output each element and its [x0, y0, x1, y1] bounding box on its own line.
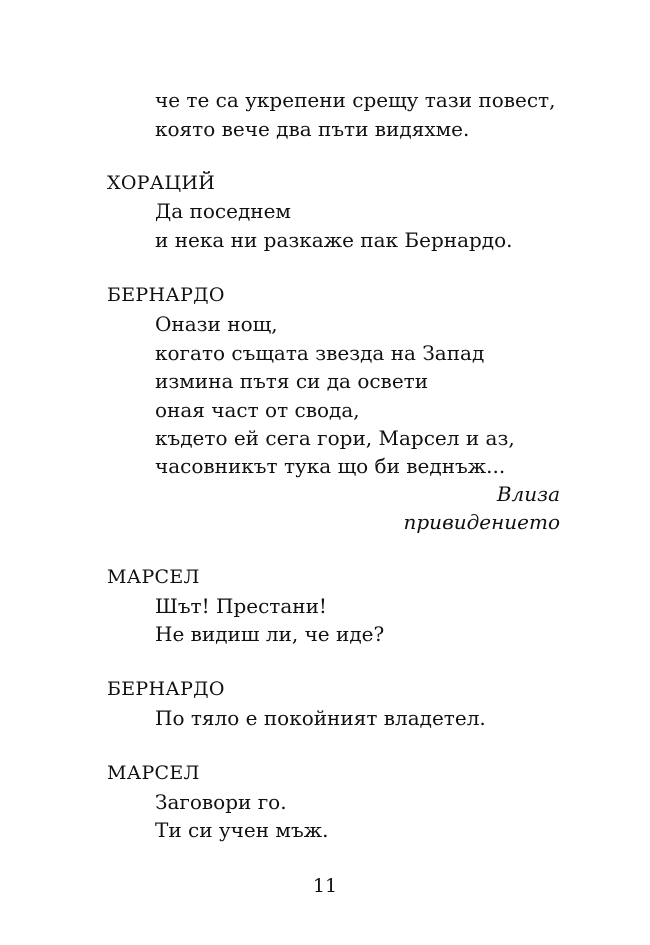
verse-line: Да поседнем	[155, 199, 291, 223]
verse-line: Не видиш ли, че иде?	[155, 622, 385, 646]
verse-line: когато същата звезда на Запад	[155, 341, 485, 365]
verse-line: и нека ни разкаже пак Бернардо.	[155, 228, 513, 252]
verse-line: Заговори го.	[155, 790, 287, 814]
verse-line: Шът! Престани!	[155, 594, 327, 618]
speaker-name-horatio: ХОРАЦИЙ	[107, 172, 216, 194]
verse-line: Ти си учен мъж.	[155, 818, 329, 842]
page-number: 11	[312, 875, 338, 897]
verse-line: която вече два пъти видяхме.	[155, 117, 470, 141]
speaker-name-marcellus: МАРСЕЛ	[107, 566, 200, 588]
stage-direction: привидението	[403, 510, 560, 534]
verse-line: часовникът тука що би веднъж...	[155, 454, 506, 478]
verse-line: По тяло е покойният владетел.	[155, 706, 486, 730]
speaker-name-bernardo: БЕРНАРДО	[107, 678, 225, 700]
speaker-name-bernardo: БЕРНАРДО	[107, 284, 225, 306]
verse-line: Онази нощ,	[155, 312, 278, 336]
speaker-name-marcellus: МАРСЕЛ	[107, 762, 200, 784]
stage-direction: Влиза	[496, 482, 560, 506]
verse-line: където ей сега гори, Марсел и аз,	[155, 426, 515, 450]
verse-line: измина пътя си да освети	[155, 369, 429, 393]
verse-line: оная част от свода,	[155, 398, 360, 422]
verse-line: че те са укрепени срещу тази повест,	[155, 88, 556, 112]
